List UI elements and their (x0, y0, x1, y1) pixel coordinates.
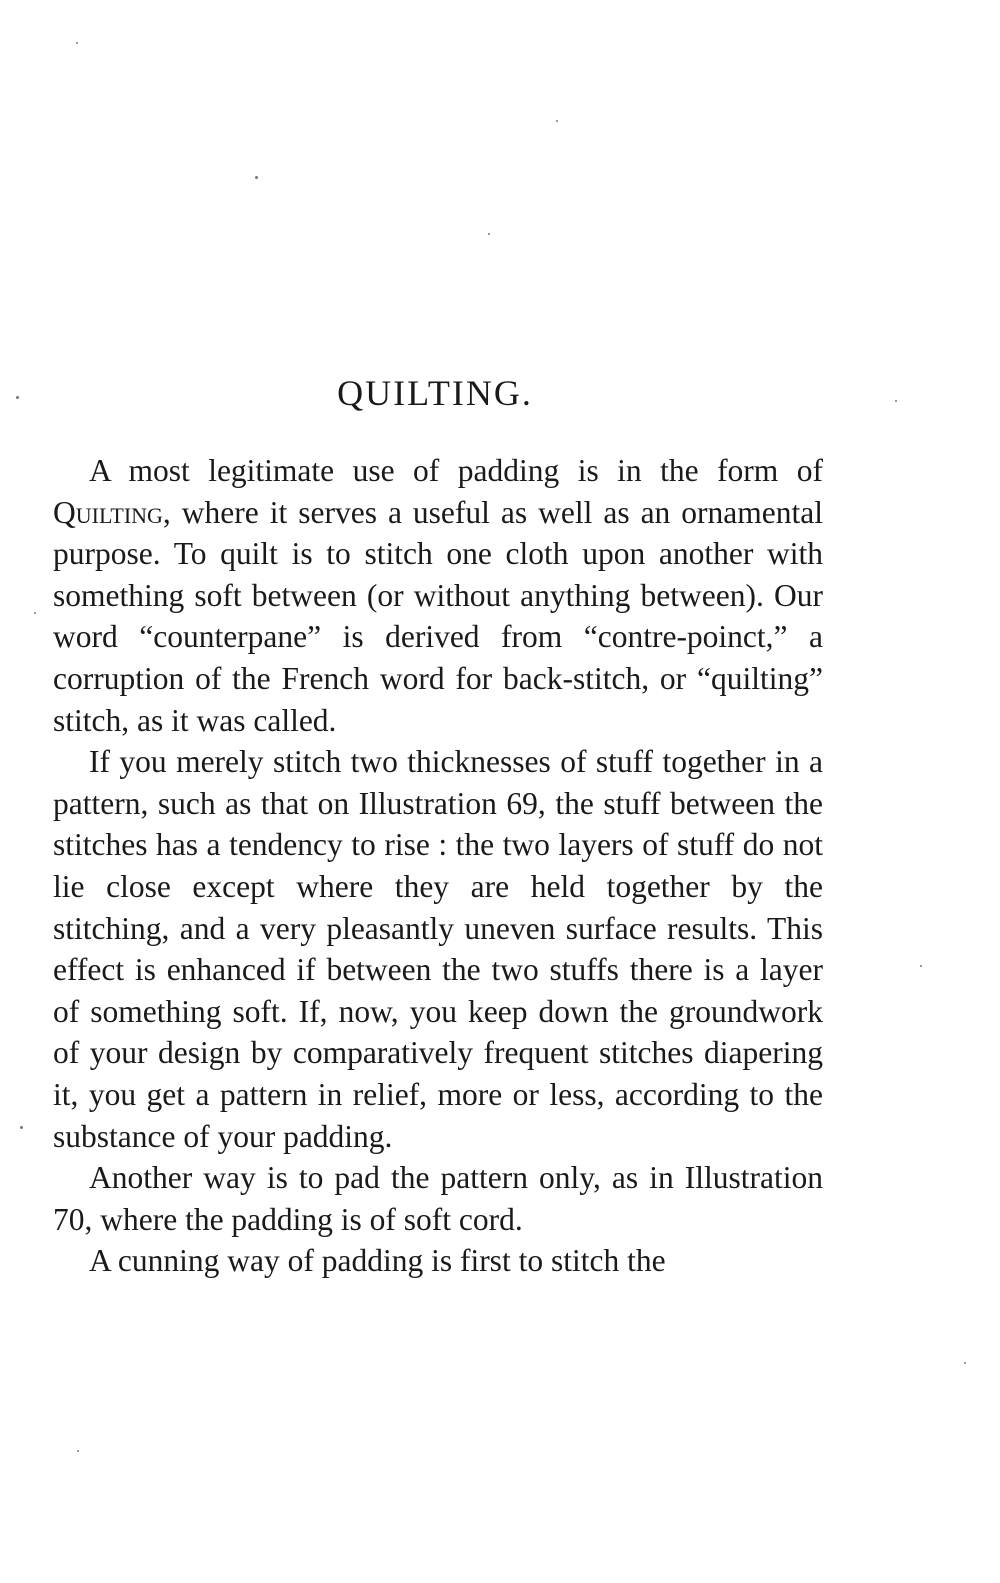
scan-speck (20, 1126, 23, 1129)
scan-speck (895, 400, 897, 402)
scan-speck (34, 612, 36, 614)
paragraph-text: A most legitimate use of padding is in the form of (89, 453, 823, 488)
scan-speck (76, 42, 78, 44)
chapter-title: QUILTING. (337, 373, 533, 413)
body-text (53, 450, 823, 1282)
scan-speck (77, 1450, 79, 1452)
scan-speck (255, 176, 258, 179)
small-caps-term: Quilting (53, 494, 163, 530)
scan-speck (964, 1362, 966, 1364)
paragraph: Another way is to pad the pattern only, as in Illustration 70, where the padding is of soft cord. (53, 1160, 823, 1237)
scan-speck (488, 233, 490, 235)
paragraph: A cunning way of padding is first to stitch the (89, 1243, 666, 1279)
paragraph-text: , where it serves a useful as well as an ornamental purpose. To quilt is to stitch one cloth upon another with something soft between (or without anything between). Our word “counterpane” is derived from “contre-poinct,” a corruption of the French word for back-stitch, or “quilting” stitch, as it was called. (53, 494, 823, 738)
scan-speck (920, 965, 922, 967)
scan-speck (556, 120, 558, 122)
paragraph: If you merely stitch two thicknesses of stuff together in a pattern, such as that on Illustration 69, the stuff between the stitches has a tendency to rise : the two layers of stuff do not lie close except where they are held together by the stitching, and a very pleasantly uneven surface results. This effect is enhanced if between the two stuffs there is a layer of something soft. If, now, you keep down the groundwork of your design by comparatively frequent stitches diapering it, you get a pattern in relief, more or less, according to the substance of your padding. (53, 744, 823, 1154)
paragraph (53, 450, 823, 741)
